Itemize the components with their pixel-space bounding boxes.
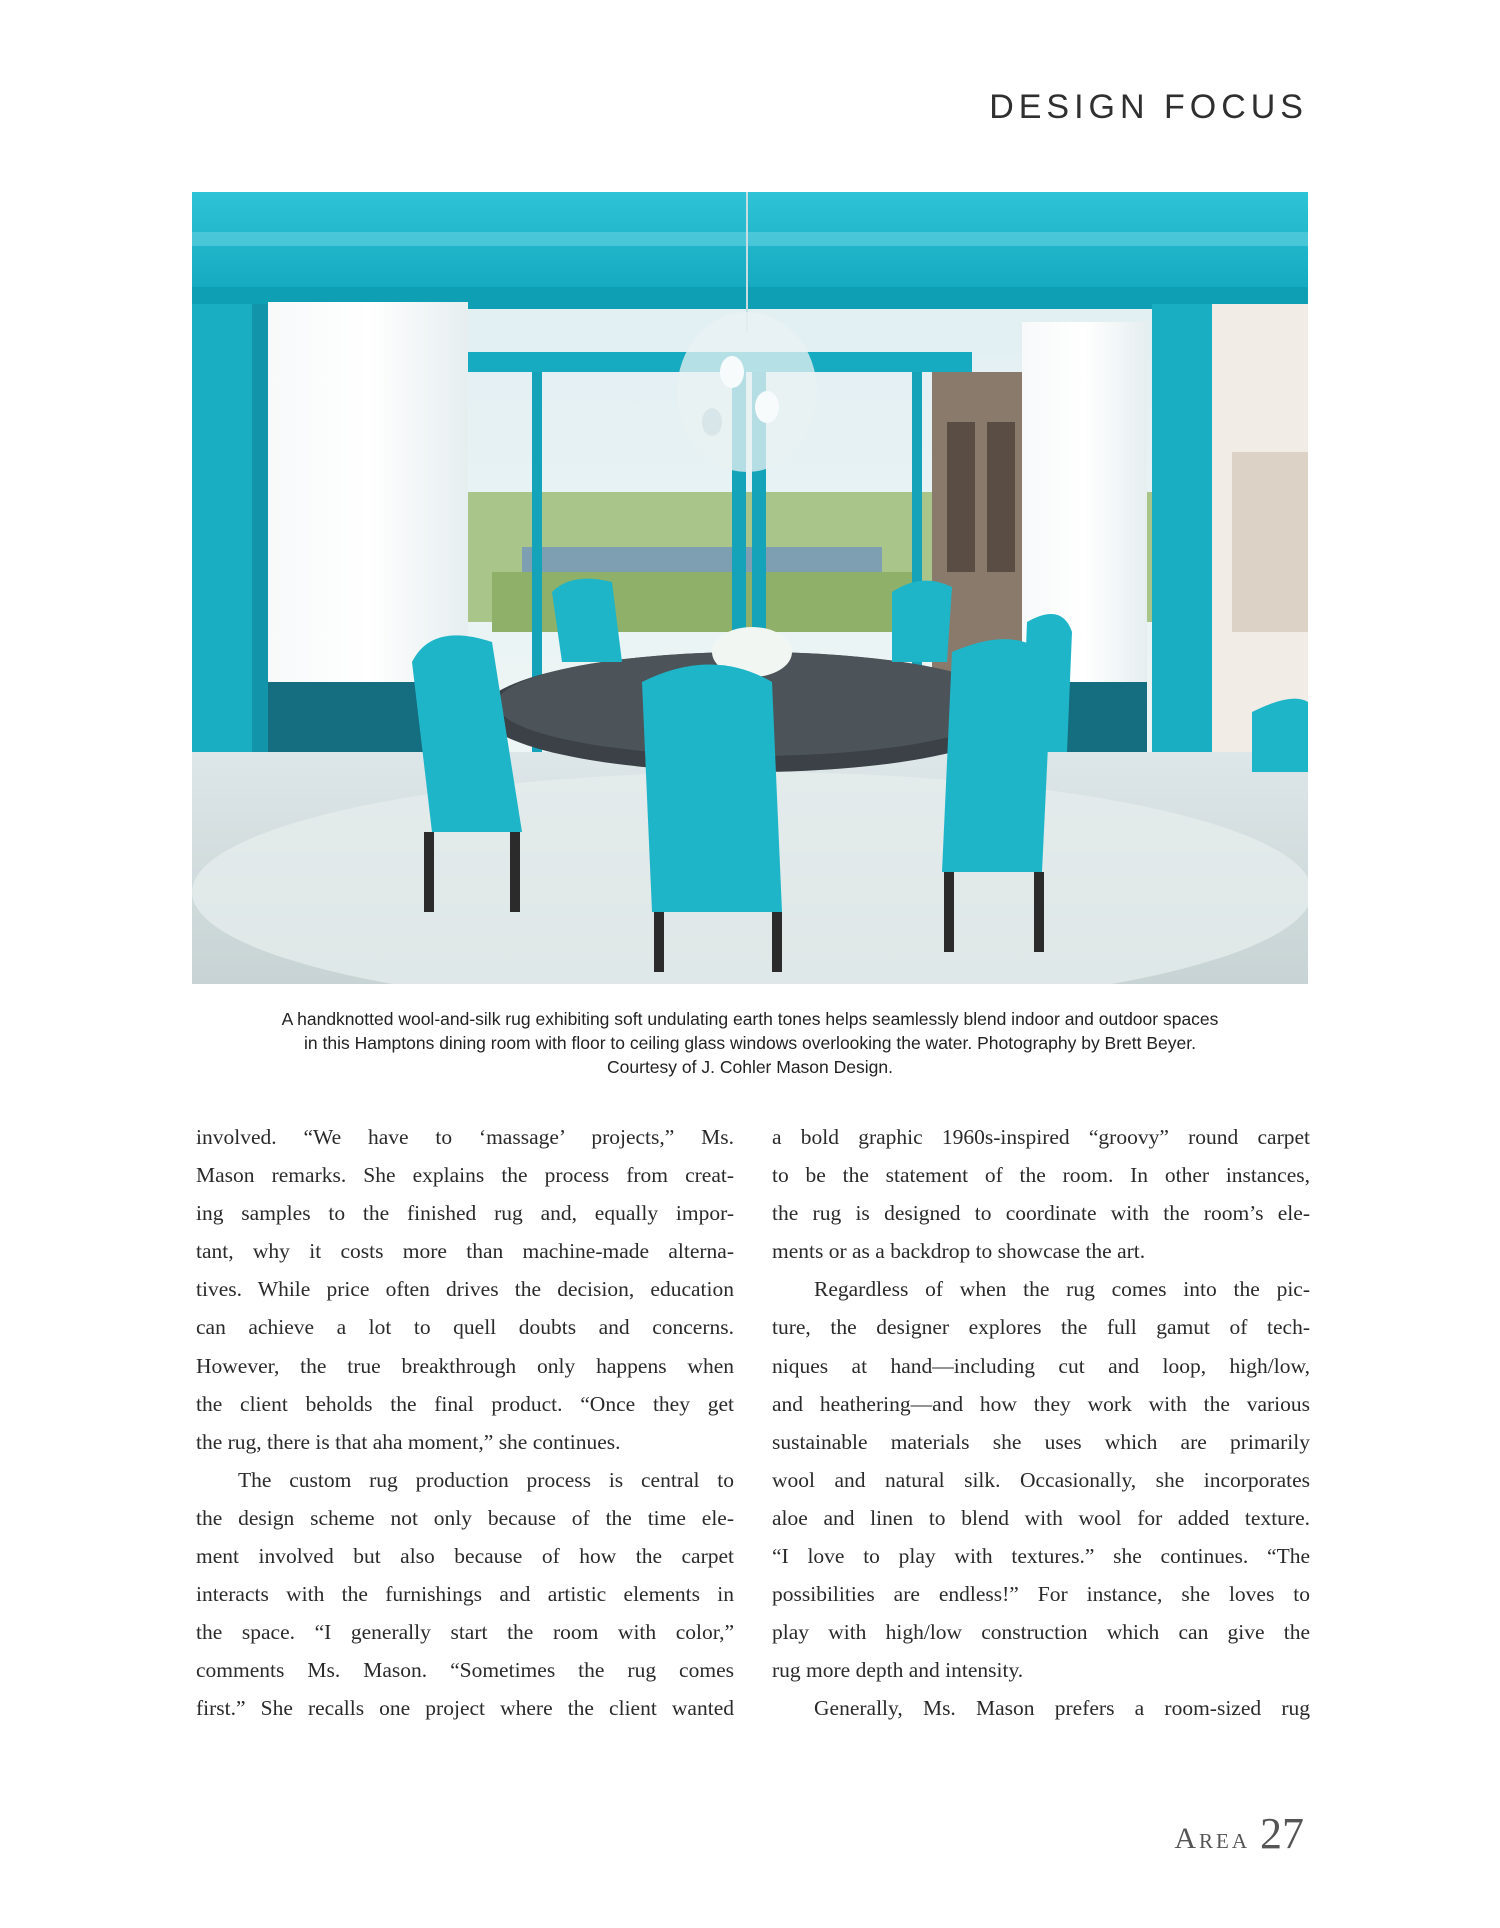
text-line: comments Ms. Mason. “Sometimes the rug comes xyxy=(196,1658,734,1683)
text-line: tant, why it costs more than machine-made alterna- xyxy=(196,1239,734,1264)
text-line: sustainable materials she uses which are primarily xyxy=(772,1429,1310,1454)
page-number: 27 xyxy=(1260,1809,1304,1858)
text-line: “I love to play with textures.” she continues. “The xyxy=(772,1544,1310,1569)
text-line: The custom rug production process is central to xyxy=(238,1467,734,1492)
text-line: tives. While price often drives the decision, education xyxy=(196,1277,734,1302)
text-line: the rug, there is that aha moment,” she continues. xyxy=(196,1429,621,1454)
text-line: Regardless of when the rug comes into the pic- xyxy=(814,1277,1310,1302)
text-line: Generally, Ms. Mason prefers a room-sized rug xyxy=(814,1696,1310,1721)
caption-line: Courtesy of J. Cohler Mason Design. xyxy=(607,1057,893,1077)
dining-room-photo xyxy=(192,192,1308,984)
photo-caption xyxy=(192,1007,1308,1079)
text-line: ment involved but also because of how the carpet xyxy=(196,1544,734,1569)
text-line: the rug is designed to coordinate with the room’s ele- xyxy=(772,1201,1310,1226)
text-line: ments or as a backdrop to showcase the art. xyxy=(772,1239,1146,1264)
text-line: the client beholds the final product. “Once they get xyxy=(196,1391,734,1416)
text-line: the space. “I generally start the room with color,” xyxy=(196,1620,734,1645)
text-line: Mason remarks. She explains the process from creat- xyxy=(196,1163,734,1188)
article-column-left xyxy=(196,1118,734,1728)
magazine-name: Area xyxy=(1174,1822,1250,1855)
text-line: the design scheme not only because of the time ele- xyxy=(196,1505,734,1530)
text-line: a bold graphic 1960s-inspired “groovy” round carpet xyxy=(772,1125,1310,1149)
text-line: ture, the designer explores the full gamut of tech- xyxy=(772,1315,1310,1340)
caption-line: A handknotted wool-and-silk rug exhibiting soft undulating earth tones helps seamlessly blend indoor and outdoor spaces xyxy=(281,1009,1219,1029)
text-line: rug more depth and intensity. xyxy=(772,1658,1024,1683)
text-line: to be the statement of the room. In other instances, xyxy=(772,1163,1310,1188)
text-line: wool and natural silk. Occasionally, she incorporates xyxy=(772,1467,1310,1492)
article-column-right xyxy=(772,1118,1310,1728)
text-line: first.” She recalls one project where the client wanted xyxy=(196,1696,734,1721)
text-line: However, the true breakthrough only happens when xyxy=(196,1353,734,1378)
text-line: play with high/low construction which can give the xyxy=(772,1620,1310,1645)
text-line: and heathering—and how they work with the various xyxy=(772,1391,1310,1416)
text-line: aloe and linen to blend with wool for added texture. xyxy=(772,1505,1310,1530)
text-line: ing samples to the finished rug and, equally impor- xyxy=(196,1201,734,1226)
caption-line: in this Hamptons dining room with floor to ceiling glass windows overlooking the water. Photography by Brett Beyer. xyxy=(304,1033,1196,1053)
text-line: niques at hand—including cut and loop, high/low, xyxy=(772,1353,1310,1378)
section-title: DESIGN FOCUS xyxy=(989,88,1308,126)
text-line: possibilities are endless!” For instance, she loves to xyxy=(772,1582,1310,1607)
text-line: can achieve a lot to quell doubts and concerns. xyxy=(196,1315,734,1340)
page-folio xyxy=(1174,1808,1304,1859)
text-line: interacts with the furnishings and artistic elements in xyxy=(196,1582,734,1607)
text-line: involved. “We have to ‘massage’ projects,” Ms. xyxy=(196,1125,734,1149)
